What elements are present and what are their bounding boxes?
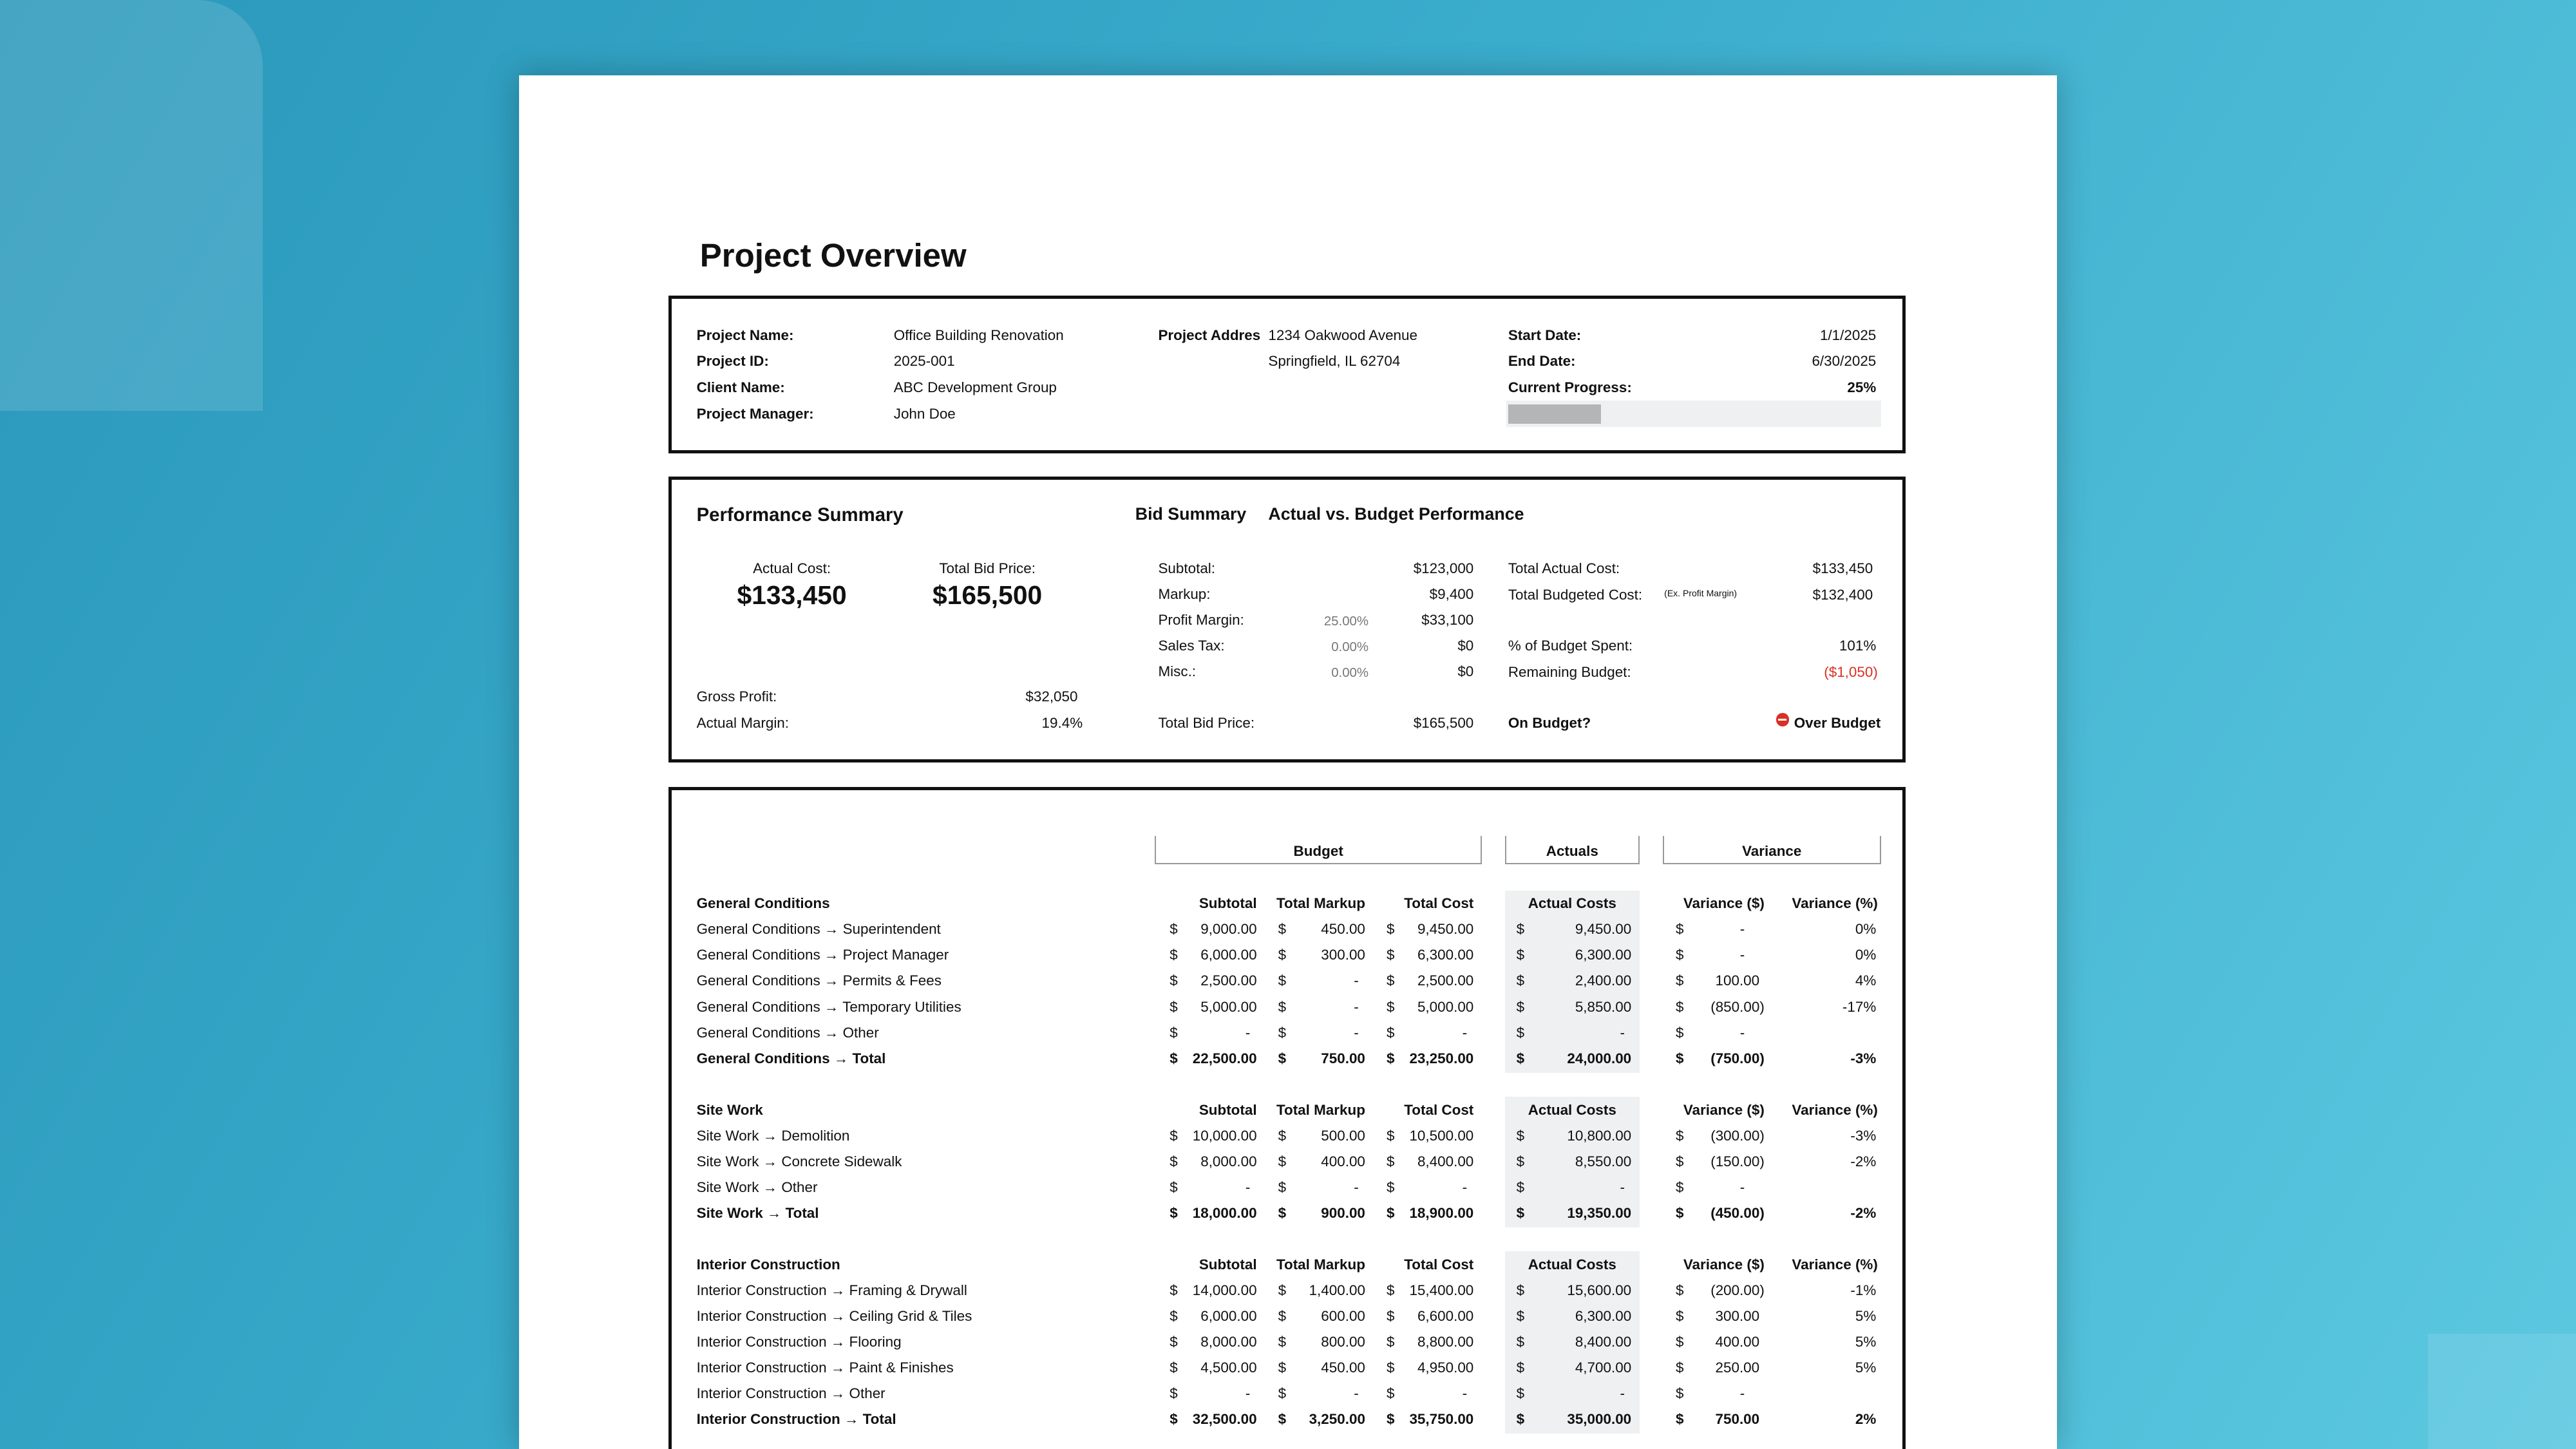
cell-actual: 15,600.00 — [1567, 1282, 1632, 1299]
section-total-label: Interior Construction → Total — [696, 1411, 896, 1428]
cell-actual: 2,400.00 — [1575, 972, 1632, 989]
col-header-actual: Actual Costs — [1528, 1256, 1616, 1273]
currency-symbol: $ — [1676, 1308, 1684, 1325]
actual-cost-value: $133,450 — [737, 580, 847, 610]
cell-variance-pct: 5% — [1855, 1359, 1877, 1376]
background-shape — [2428, 1334, 2576, 1449]
cell-total: - — [1462, 1179, 1468, 1195]
currency-symbol: $ — [1278, 1334, 1287, 1350]
cell-markup: 1,400.00 — [1309, 1282, 1365, 1299]
col-header-subtotal: Subtotal — [1198, 895, 1257, 912]
cell-var: - — [1739, 947, 1745, 963]
currency-symbol: $ — [1516, 1127, 1525, 1144]
actual-cost-label: Actual Cost: — [753, 560, 831, 576]
currency-symbol: $ — [1387, 1050, 1395, 1066]
cell-total: 15,400.00 — [1409, 1282, 1474, 1299]
currency-symbol: $ — [1170, 947, 1178, 963]
cell-subtotal: 14,000.00 — [1192, 1282, 1257, 1299]
cell-subtotal: - — [1245, 1024, 1251, 1041]
actuals-group-header: Actuals — [1505, 836, 1640, 864]
currency-symbol: $ — [1516, 1282, 1525, 1299]
actual-margin-value: 19.4% — [1041, 714, 1083, 731]
currency-symbol: $ — [1278, 1359, 1287, 1376]
currency-symbol: $ — [1676, 1334, 1684, 1350]
cell-var: (850.00) — [1710, 998, 1765, 1015]
actual-margin-label: Actual Margin: — [696, 714, 790, 731]
col-header-variance: Variance ($) — [1683, 895, 1765, 912]
client-label: Client Name: — [696, 379, 785, 396]
line-item-label: Interior Construction → Flooring — [696, 1334, 902, 1350]
currency-symbol: $ — [1387, 947, 1395, 963]
currency-symbol: $ — [1676, 1179, 1684, 1195]
currency-symbol: $ — [1387, 921, 1395, 938]
currency-symbol: $ — [1516, 947, 1525, 963]
bid-total-label: Total Bid Price: — [1158, 714, 1255, 731]
currency-symbol: $ — [1278, 1024, 1287, 1041]
currency-symbol: $ — [1516, 1204, 1525, 1221]
currency-symbol: $ — [1278, 998, 1287, 1015]
section-title: General Conditions — [696, 895, 830, 912]
cell-variance-pct: -3% — [1850, 1127, 1877, 1144]
address-line1: 1234 Oakwood Avenue — [1268, 327, 1417, 343]
currency-symbol: $ — [1387, 1127, 1395, 1144]
col-header-subtotal: Subtotal — [1198, 1256, 1257, 1273]
currency-symbol: $ — [1676, 1204, 1684, 1221]
currency-symbol: $ — [1170, 1411, 1178, 1428]
bid-row-percent: 0.00% — [1331, 665, 1369, 680]
cell-subtotal: 5,000.00 — [1200, 998, 1257, 1015]
col-header-variance-pct: Variance (%) — [1792, 1256, 1878, 1273]
currency-symbol: $ — [1278, 1204, 1287, 1221]
background-shape — [0, 0, 263, 411]
currency-symbol: $ — [1170, 1050, 1178, 1066]
address-line2: Springfield, IL 62704 — [1268, 353, 1401, 370]
cell-markup: 900.00 — [1321, 1204, 1365, 1221]
project-id-label: Project ID: — [696, 353, 769, 370]
currency-symbol: $ — [1170, 1179, 1178, 1195]
cell-subtotal: - — [1245, 1385, 1251, 1402]
cell-total: 4,950.00 — [1417, 1359, 1474, 1376]
currency-symbol: $ — [1170, 1308, 1178, 1325]
pct-spent-value: 101% — [1839, 637, 1877, 654]
cell-variance-pct: -2% — [1850, 1204, 1877, 1221]
cell-variance-pct: 4% — [1855, 972, 1877, 989]
currency-symbol: $ — [1387, 998, 1395, 1015]
currency-symbol: $ — [1676, 1050, 1684, 1066]
cell-var: - — [1739, 921, 1745, 938]
line-item-label: Site Work → Concrete Sidewalk — [696, 1153, 902, 1170]
total-bid-value: $165,500 — [933, 580, 1043, 610]
cell-markup: 750.00 — [1321, 1050, 1365, 1066]
cell-variance-pct: 5% — [1855, 1308, 1877, 1325]
cell-variance-pct: 0% — [1855, 947, 1877, 963]
currency-symbol: $ — [1676, 1153, 1684, 1170]
cell-subtotal: 22,500.00 — [1192, 1050, 1257, 1066]
cell-actual: 5,850.00 — [1575, 998, 1632, 1015]
cell-subtotal: 8,000.00 — [1200, 1153, 1257, 1170]
cell-var: (300.00) — [1710, 1127, 1765, 1144]
col-header-markup: Total Markup — [1276, 895, 1365, 912]
col-header-variance: Variance ($) — [1683, 1101, 1765, 1118]
col-header-subtotal: Subtotal — [1198, 1101, 1257, 1118]
on-budget-label: On Budget? — [1508, 714, 1591, 731]
currency-symbol: $ — [1278, 1411, 1287, 1428]
pct-spent-label: % of Budget Spent: — [1508, 637, 1633, 654]
performance-title: Performance Summary — [696, 504, 904, 526]
cell-variance-pct: -17% — [1842, 998, 1877, 1015]
section-title: Interior Construction — [696, 1256, 840, 1273]
currency-symbol: $ — [1516, 1024, 1525, 1041]
progress-bar-fill — [1508, 404, 1601, 424]
bid-row-value: $33,100 — [1421, 611, 1474, 628]
cell-actual: 8,550.00 — [1575, 1153, 1632, 1170]
progress-label: Current Progress: — [1508, 379, 1632, 396]
currency-symbol: $ — [1170, 1282, 1178, 1299]
currency-symbol: $ — [1516, 1179, 1525, 1195]
cell-var: - — [1739, 1385, 1745, 1402]
actual-vs-budget-title: Actual vs. Budget Performance — [1268, 504, 1524, 524]
currency-symbol: $ — [1676, 947, 1684, 963]
budget-group-header: Budget — [1155, 836, 1482, 864]
currency-symbol: $ — [1516, 972, 1525, 989]
currency-symbol: $ — [1387, 1282, 1395, 1299]
line-item-label: General Conditions → Superintendent — [696, 921, 941, 938]
currency-symbol: $ — [1516, 1050, 1525, 1066]
currency-symbol: $ — [1516, 1385, 1525, 1402]
currency-symbol: $ — [1278, 947, 1287, 963]
end-date: 6/30/2025 — [1812, 353, 1877, 370]
cell-actual: 9,450.00 — [1575, 921, 1632, 938]
progress-value: 25% — [1847, 379, 1877, 396]
currency-symbol: $ — [1278, 1282, 1287, 1299]
cell-markup: 300.00 — [1321, 947, 1365, 963]
col-header-actual: Actual Costs — [1528, 895, 1616, 912]
end-date-label: End Date: — [1508, 353, 1576, 370]
project-info-box — [668, 296, 1906, 453]
currency-symbol: $ — [1278, 921, 1287, 938]
project-name: Office Building Renovation — [893, 327, 1064, 343]
bid-row-label: Profit Margin: — [1158, 611, 1244, 628]
cell-var: - — [1739, 1179, 1745, 1195]
cell-total: 35,750.00 — [1409, 1411, 1474, 1428]
cell-actual: 10,800.00 — [1567, 1127, 1632, 1144]
currency-symbol: $ — [1387, 1411, 1395, 1428]
currency-symbol: $ — [1516, 1359, 1525, 1376]
cell-total: - — [1462, 1024, 1468, 1041]
cell-actual: - — [1620, 1179, 1625, 1195]
currency-symbol: $ — [1387, 972, 1395, 989]
currency-symbol: $ — [1516, 1308, 1525, 1325]
cell-markup: 450.00 — [1321, 1359, 1365, 1376]
cell-subtotal: 18,000.00 — [1192, 1204, 1257, 1221]
cell-var: 100.00 — [1715, 972, 1760, 989]
bid-row-value: $9,400 — [1429, 585, 1474, 602]
total-budgeted-label: Total Budgeted Cost: — [1508, 586, 1643, 603]
cell-var: 300.00 — [1715, 1308, 1760, 1325]
currency-symbol: $ — [1278, 1153, 1287, 1170]
currency-symbol: $ — [1278, 1308, 1287, 1325]
project-id: 2025-001 — [893, 353, 955, 370]
section-total-label: Site Work → Total — [696, 1204, 819, 1221]
cell-markup: 500.00 — [1321, 1127, 1365, 1144]
cell-variance-pct: 2% — [1855, 1411, 1877, 1428]
currency-symbol: $ — [1170, 1127, 1178, 1144]
cell-total: 10,500.00 — [1409, 1127, 1474, 1144]
cell-actual: - — [1620, 1385, 1625, 1402]
currency-symbol: $ — [1676, 972, 1684, 989]
currency-symbol: $ — [1516, 1153, 1525, 1170]
line-item-label: Interior Construction → Framing & Drywall — [696, 1282, 967, 1299]
cell-actual: 6,300.00 — [1575, 947, 1632, 963]
line-item-label: Interior Construction → Paint & Finishes — [696, 1359, 954, 1376]
currency-symbol: $ — [1516, 921, 1525, 938]
currency-symbol: $ — [1278, 1050, 1287, 1066]
manager-label: Project Manager: — [696, 406, 814, 422]
cell-markup: - — [1354, 1385, 1359, 1402]
currency-symbol: $ — [1170, 921, 1178, 938]
cell-var: (200.00) — [1710, 1282, 1765, 1299]
currency-symbol: $ — [1676, 1024, 1684, 1041]
remaining-value: ($1,050) — [1824, 663, 1878, 680]
line-item-label: General Conditions → Project Manager — [696, 947, 949, 963]
start-date: 1/1/2025 — [1819, 327, 1877, 343]
currency-symbol: $ — [1676, 1359, 1684, 1376]
currency-symbol: $ — [1516, 998, 1525, 1015]
currency-symbol: $ — [1676, 998, 1684, 1015]
currency-symbol: $ — [1387, 1308, 1395, 1325]
cell-subtotal: 10,000.00 — [1192, 1127, 1257, 1144]
col-header-total: Total Cost — [1404, 1256, 1474, 1273]
cell-total: 8,800.00 — [1417, 1334, 1474, 1350]
cell-subtotal: 6,000.00 — [1200, 947, 1257, 963]
cell-actual: 6,300.00 — [1575, 1308, 1632, 1325]
cell-total: - — [1462, 1385, 1468, 1402]
currency-symbol: $ — [1170, 1385, 1178, 1402]
address-label: Project Addres — [1158, 327, 1261, 343]
line-item-label: Interior Construction → Other — [696, 1385, 886, 1402]
line-item-label: Site Work → Other — [696, 1179, 818, 1195]
cell-var: (150.00) — [1710, 1153, 1765, 1170]
cell-actual: 19,350.00 — [1567, 1204, 1632, 1221]
currency-symbol: $ — [1676, 1411, 1684, 1428]
cell-total: 23,250.00 — [1409, 1050, 1474, 1066]
currency-symbol: $ — [1278, 1385, 1287, 1402]
over-budget-status-icon — [1776, 713, 1789, 726]
page-title: Project Overview — [699, 237, 967, 274]
section-title: Site Work — [696, 1101, 763, 1118]
col-header-variance-pct: Variance (%) — [1792, 895, 1878, 912]
currency-symbol: $ — [1170, 1334, 1178, 1350]
cell-markup: - — [1354, 998, 1359, 1015]
cell-variance-pct: -1% — [1850, 1282, 1877, 1299]
cell-variance-pct: 0% — [1855, 921, 1877, 938]
line-item-label: General Conditions → Other — [696, 1024, 879, 1041]
col-header-variance-pct: Variance (%) — [1792, 1101, 1878, 1118]
gross-profit-value: $32,050 — [1025, 688, 1078, 705]
cell-markup: 3,250.00 — [1309, 1411, 1365, 1428]
currency-symbol: $ — [1676, 921, 1684, 938]
currency-symbol: $ — [1387, 1204, 1395, 1221]
cell-total: 9,450.00 — [1417, 921, 1474, 938]
cell-total: 5,000.00 — [1417, 998, 1474, 1015]
cell-total: 2,500.00 — [1417, 972, 1474, 989]
cell-variance-pct: -3% — [1850, 1050, 1877, 1066]
cell-total: 6,300.00 — [1417, 947, 1474, 963]
cell-subtotal: 2,500.00 — [1200, 972, 1257, 989]
total-budgeted-value: $132,400 — [1812, 586, 1873, 603]
col-header-markup: Total Markup — [1276, 1101, 1365, 1118]
bid-row-percent: 0.00% — [1331, 639, 1369, 654]
progress-bar — [1506, 401, 1881, 427]
col-header-total: Total Cost — [1404, 895, 1474, 912]
cell-markup: 600.00 — [1321, 1308, 1365, 1325]
currency-symbol: $ — [1387, 1334, 1395, 1350]
currency-symbol: $ — [1676, 1282, 1684, 1299]
cell-markup: 800.00 — [1321, 1334, 1365, 1350]
cell-subtotal: 8,000.00 — [1200, 1334, 1257, 1350]
cell-actual: 8,400.00 — [1575, 1334, 1632, 1350]
bid-row-label: Sales Tax: — [1158, 638, 1225, 654]
currency-symbol: $ — [1170, 972, 1178, 989]
variance-group-header: Variance — [1663, 836, 1881, 864]
cell-subtotal: 9,000.00 — [1200, 921, 1257, 938]
bid-row-label: Markup: — [1158, 585, 1211, 602]
currency-symbol: $ — [1387, 1153, 1395, 1170]
cell-subtotal: 32,500.00 — [1192, 1411, 1257, 1428]
col-header-actual: Actual Costs — [1528, 1101, 1616, 1118]
total-budgeted-note: (Ex. Profit Margin) — [1664, 588, 1738, 599]
cell-var: 250.00 — [1715, 1359, 1760, 1376]
currency-symbol: $ — [1170, 998, 1178, 1015]
bid-row-value: $123,000 — [1413, 560, 1474, 576]
start-date-label: Start Date: — [1508, 327, 1582, 343]
cell-var: - — [1739, 1024, 1745, 1041]
cell-var: 400.00 — [1715, 1334, 1760, 1350]
cell-total: 6,600.00 — [1417, 1308, 1474, 1325]
currency-symbol: $ — [1170, 1359, 1178, 1376]
cell-variance-pct: 5% — [1855, 1334, 1877, 1350]
cell-markup: 450.00 — [1321, 921, 1365, 938]
line-item-label: Site Work → Demolition — [696, 1127, 850, 1144]
cell-total: 18,900.00 — [1409, 1204, 1474, 1221]
cell-actual: - — [1620, 1024, 1625, 1041]
currency-symbol: $ — [1387, 1359, 1395, 1376]
currency-symbol: $ — [1516, 1334, 1525, 1350]
manager-name: John Doe — [893, 406, 956, 422]
total-actual-label: Total Actual Cost: — [1508, 560, 1620, 576]
bid-total-value: $165,500 — [1413, 714, 1474, 731]
col-header-variance: Variance ($) — [1683, 1256, 1765, 1273]
total-actual-value: $133,450 — [1812, 560, 1873, 576]
cell-actual: 4,700.00 — [1575, 1359, 1632, 1376]
cell-variance-pct: -2% — [1850, 1153, 1877, 1170]
currency-symbol: $ — [1676, 1127, 1684, 1144]
currency-symbol: $ — [1170, 1204, 1178, 1221]
cell-markup: - — [1354, 972, 1359, 989]
bid-row-value: $0 — [1457, 663, 1474, 680]
project-name-label: Project Name: — [696, 327, 794, 343]
cell-actual: 24,000.00 — [1567, 1050, 1632, 1066]
on-budget-status: Over Budget — [1794, 714, 1881, 731]
line-item-label: General Conditions → Permits & Fees — [696, 972, 942, 989]
cell-markup: - — [1354, 1179, 1359, 1195]
currency-symbol: $ — [1387, 1024, 1395, 1041]
currency-symbol: $ — [1676, 1385, 1684, 1402]
section-total-label: General Conditions → Total — [696, 1050, 886, 1066]
line-item-label: General Conditions → Temporary Utilities — [696, 998, 961, 1015]
cell-var: (450.00) — [1710, 1204, 1765, 1221]
cell-subtotal: 4,500.00 — [1200, 1359, 1257, 1376]
currency-symbol: $ — [1516, 1411, 1525, 1428]
col-header-markup: Total Markup — [1276, 1256, 1365, 1273]
line-item-label: Interior Construction → Ceiling Grid & Tiles — [696, 1308, 972, 1325]
gross-profit-label: Gross Profit: — [696, 688, 777, 705]
bid-summary-title: Bid Summary — [1135, 504, 1247, 524]
cell-markup: - — [1354, 1024, 1359, 1041]
currency-symbol: $ — [1278, 1127, 1287, 1144]
currency-symbol: $ — [1170, 1024, 1178, 1041]
currency-symbol: $ — [1170, 1153, 1178, 1170]
cell-actual: 35,000.00 — [1567, 1411, 1632, 1428]
bid-row-label: Subtotal: — [1158, 560, 1216, 576]
col-header-total: Total Cost — [1404, 1101, 1474, 1118]
currency-symbol: $ — [1278, 1179, 1287, 1195]
bid-row-percent: 25.00% — [1323, 614, 1369, 629]
cell-var: (750.00) — [1710, 1050, 1765, 1066]
currency-symbol: $ — [1387, 1179, 1395, 1195]
currency-symbol: $ — [1387, 1385, 1395, 1402]
bid-row-label: Misc.: — [1158, 663, 1197, 680]
cell-subtotal: - — [1245, 1179, 1251, 1195]
cell-subtotal: 6,000.00 — [1200, 1308, 1257, 1325]
client-name: ABC Development Group — [893, 379, 1057, 396]
cell-markup: 400.00 — [1321, 1153, 1365, 1170]
remaining-label: Remaining Budget: — [1508, 663, 1631, 680]
currency-symbol: $ — [1278, 972, 1287, 989]
cell-total: 8,400.00 — [1417, 1153, 1474, 1170]
total-bid-label: Total Bid Price: — [939, 560, 1036, 576]
cell-var: 750.00 — [1715, 1411, 1760, 1428]
bid-row-value: $0 — [1457, 638, 1474, 654]
